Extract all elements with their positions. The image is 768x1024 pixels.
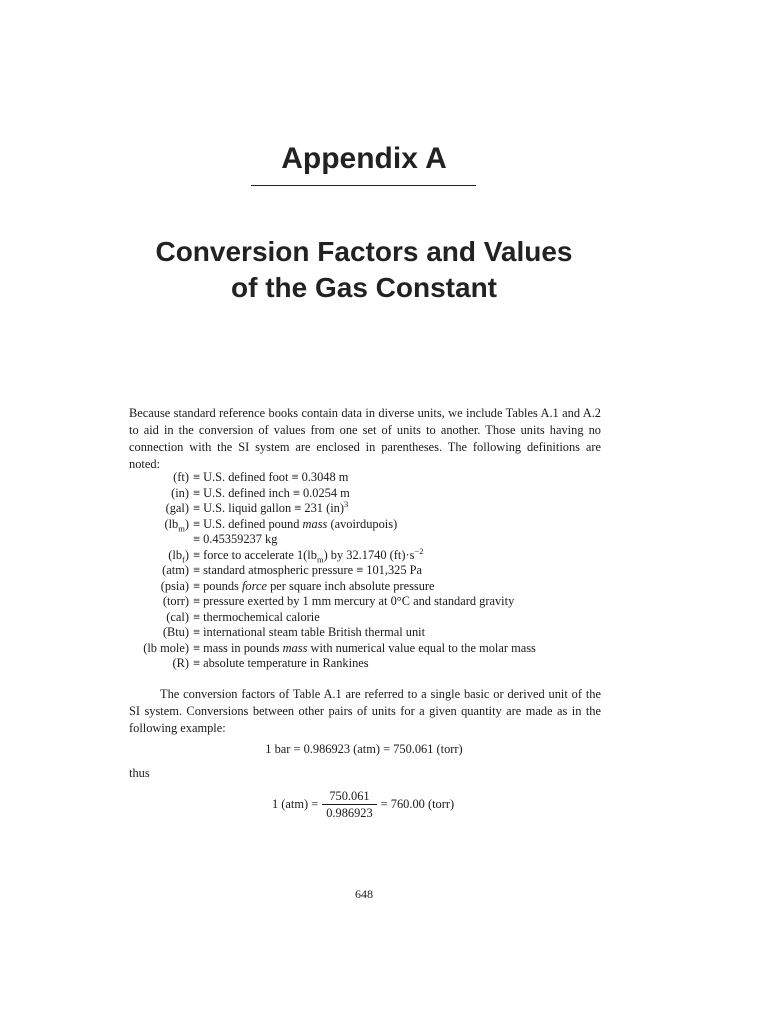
term-end: ) bbox=[184, 516, 189, 531]
definition-lbm bbox=[129, 517, 609, 533]
superscript: 3 bbox=[343, 498, 349, 509]
definition-text: ≡ 0.45359237 kg bbox=[193, 532, 278, 546]
subscript: m bbox=[178, 522, 185, 533]
definition-cal bbox=[129, 610, 609, 626]
chapter-title-line-2: of the Gas Constant bbox=[230, 272, 497, 303]
definition-text bbox=[193, 498, 349, 517]
definition-lbm-continued bbox=[129, 532, 609, 548]
definitions-list bbox=[129, 470, 609, 672]
definition-text bbox=[193, 545, 424, 564]
definition-lbmole bbox=[129, 641, 609, 657]
definition-gal bbox=[129, 498, 609, 517]
definition-torr bbox=[129, 594, 609, 610]
fraction bbox=[322, 788, 376, 821]
appendix-heading: Appendix A bbox=[281, 142, 447, 175]
definition-text: ≡ absolute temperature in Rankines bbox=[193, 656, 369, 670]
thus-label: thus bbox=[129, 766, 150, 780]
emphasis: mass bbox=[282, 640, 308, 655]
term-base: (lb bbox=[168, 547, 183, 562]
definition-text-main: ≡ U.S. liquid gallon ≡ 231 (in) bbox=[193, 501, 344, 515]
definition-text bbox=[193, 579, 435, 595]
definition-term: (psia) bbox=[160, 578, 189, 593]
subscript: f bbox=[182, 553, 185, 564]
subscript: m bbox=[316, 553, 324, 564]
term-end: ) bbox=[184, 547, 189, 562]
term-base: (lb bbox=[164, 516, 179, 531]
emphasis: mass bbox=[302, 516, 328, 531]
definition-term: (lb mole) bbox=[143, 640, 189, 655]
definition-text: ≡ U.S. defined inch ≡ 0.0254 m bbox=[193, 485, 350, 500]
definition-term: (in) bbox=[171, 485, 189, 500]
emphasis: force bbox=[241, 578, 267, 593]
chapter-title-line-1: Conversion Factors and Values bbox=[155, 236, 573, 267]
text-part: ≡ U.S. defined pound bbox=[193, 516, 303, 531]
text-part: ≡ pounds bbox=[193, 578, 242, 593]
fraction-numerator: 750.061 bbox=[329, 789, 370, 803]
intro-paragraph: Because standard reference books contain data in diverse units, we include Tables A.1 and A.2 to aid in the conversion of values from one set of units to another. Those units having no connection with the SI system are enclosed in parentheses. The following definitions are noted: bbox=[129, 406, 601, 471]
text-part: ≡ mass in pounds bbox=[193, 640, 283, 655]
text-part: (avoirdupois) bbox=[327, 516, 398, 531]
definition-text: ≡ thermochemical calorie bbox=[193, 609, 320, 624]
definition-term: (R) bbox=[172, 656, 189, 670]
definition-text: ≡ international steam table British thermal unit bbox=[193, 625, 426, 639]
definition-term: (cal) bbox=[166, 609, 189, 624]
definition-text: ≡ U.S. defined foot ≡ 0.3048 m bbox=[193, 470, 349, 484]
equation-lhs: 1 (atm) = bbox=[272, 797, 319, 811]
definition-text bbox=[193, 517, 397, 533]
definition-term: (gal) bbox=[165, 501, 189, 515]
fraction-denominator: 0.986923 bbox=[322, 804, 376, 821]
page-number: 648 bbox=[355, 887, 373, 901]
definition-term: (torr) bbox=[162, 594, 189, 608]
definition-psia bbox=[129, 579, 609, 595]
definition-term: (atm) bbox=[162, 563, 189, 577]
text-part: ≡ force to accelerate 1(lb bbox=[193, 547, 317, 562]
definition-text bbox=[193, 641, 536, 657]
superscript: −2 bbox=[414, 545, 424, 556]
definition-term bbox=[129, 517, 193, 533]
chapter-title bbox=[0, 234, 728, 306]
definition-btu bbox=[129, 625, 609, 641]
definition-text: ≡ standard atmospheric pressure ≡ 101,325 Pa bbox=[193, 563, 423, 577]
definition-atm bbox=[129, 563, 609, 579]
heading-divider bbox=[251, 185, 476, 186]
definition-term: (Btu) bbox=[162, 625, 189, 639]
equation-atm-to-torr bbox=[272, 788, 454, 821]
text-part: with numerical value equal to the molar mass bbox=[307, 640, 536, 655]
text-part: per square inch absolute pressure bbox=[266, 578, 435, 593]
definition-text: ≡ pressure exerted by 1 mm mercury at 0°C and standard gravity bbox=[193, 594, 515, 608]
conversion-paragraph: The conversion factors of Table A.1 are referred to a single basic or derived unit of the SI system. Conversions between other pairs of units for a given quantity are made as in the following example: bbox=[129, 687, 601, 735]
equation-rhs: = 760.00 (torr) bbox=[380, 797, 455, 811]
equation-bar-conversion: 1 bar = 0.986923 (atm) = 750.061 (torr) bbox=[265, 742, 463, 756]
definition-r bbox=[129, 656, 609, 672]
definition-lbf bbox=[129, 545, 609, 564]
definition-term: (ft) bbox=[173, 470, 189, 484]
definition-ft bbox=[129, 470, 609, 486]
definition-in bbox=[129, 486, 609, 502]
definition-term bbox=[129, 548, 193, 564]
text-part: ) by 32.1740 (ft)·s bbox=[323, 547, 415, 562]
